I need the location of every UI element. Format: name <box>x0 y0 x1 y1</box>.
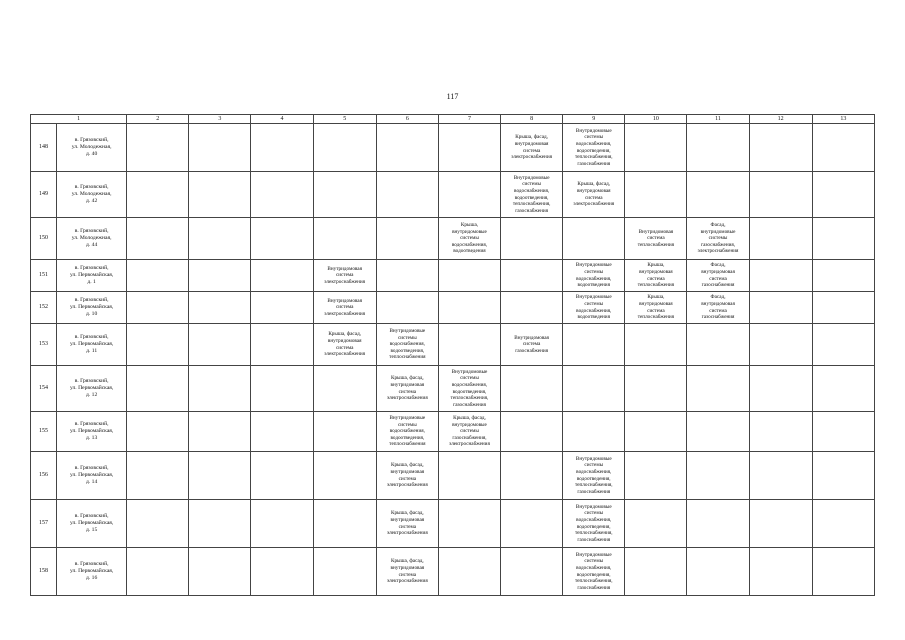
work-cell-col-4 <box>251 124 313 172</box>
column-header-1: 1 <box>31 115 127 124</box>
work-cell-col-6: Внутридомовые системы водоснабжения, водоотведения, теплоснабжения <box>376 412 438 452</box>
work-cell-col-7 <box>438 548 500 596</box>
work-cell-col-6 <box>376 292 438 324</box>
work-cell-col-12 <box>749 366 812 412</box>
work-cell-col-10 <box>625 548 687 596</box>
work-cell-col-2 <box>127 412 189 452</box>
work-cell-col-11 <box>687 412 749 452</box>
column-header-9: 9 <box>563 115 625 124</box>
column-header-8: 8 <box>501 115 563 124</box>
address-cell: в. Грязовский, ул. Первомайская, д. 11 <box>57 324 127 366</box>
work-cell-col-7 <box>438 500 500 548</box>
work-cell-col-2 <box>127 366 189 412</box>
work-cell-col-13 <box>812 366 874 412</box>
address-cell: в. Грязовский, ул. Молодежная, д. 42 <box>57 172 127 218</box>
row-number: 153 <box>31 324 57 366</box>
work-cell-col-5: Внутридомовая система электроснабжения <box>313 292 376 324</box>
work-cell-col-7 <box>438 452 500 500</box>
work-cell-col-10: Крыша, внутридомовая система теплоснабжения <box>625 292 687 324</box>
work-cell-col-4 <box>251 218 313 260</box>
work-cell-col-9 <box>563 324 625 366</box>
work-cell-col-3 <box>189 412 251 452</box>
work-cell-col-8 <box>501 500 563 548</box>
row-number: 154 <box>31 366 57 412</box>
table-row <box>31 124 875 172</box>
work-cell-col-8 <box>501 452 563 500</box>
work-cell-col-11 <box>687 172 749 218</box>
work-cell-col-3 <box>189 500 251 548</box>
work-cell-col-3 <box>189 124 251 172</box>
table-row <box>31 260 875 292</box>
address-cell: в. Грязовский, ул. Молодежная, д. 44 <box>57 218 127 260</box>
work-cell-col-12 <box>749 124 812 172</box>
work-cell-col-6: Крыша, фасад, внутридомовая система электроснабжения <box>376 366 438 412</box>
work-cell-col-6: Крыша, фасад, внутридомовая система электроснабжения <box>376 548 438 596</box>
work-cell-col-5 <box>313 366 376 412</box>
work-cell-col-3 <box>189 548 251 596</box>
column-header-13: 13 <box>812 115 874 124</box>
work-cell-col-10: Крыша, внутридомовая система теплоснабжения <box>625 260 687 292</box>
work-cell-col-2 <box>127 260 189 292</box>
header-row <box>31 115 875 124</box>
work-cell-col-13 <box>812 500 874 548</box>
work-cell-col-8: Внутридомовые системы водоснабжения, водоотведения, теплоснабжения, газоснабжения <box>501 172 563 218</box>
column-header-6: 6 <box>376 115 438 124</box>
work-cell-col-9: Внутридомовые системы водоснабжения, водоотведения, теплоснабжения, газоснабжения <box>563 452 625 500</box>
work-cell-col-4 <box>251 548 313 596</box>
work-cell-col-3 <box>189 292 251 324</box>
work-cell-col-13 <box>812 324 874 366</box>
work-cell-col-13 <box>812 292 874 324</box>
work-cell-col-6 <box>376 172 438 218</box>
work-cell-col-2 <box>127 292 189 324</box>
work-cell-col-9: Внутридомовые системы водоснабжения, водоотведения <box>563 260 625 292</box>
work-cell-col-8 <box>501 292 563 324</box>
work-cell-col-10 <box>625 452 687 500</box>
work-cell-col-11 <box>687 548 749 596</box>
address-cell: в. Грязовский, ул. Молодежная, д. 40 <box>57 124 127 172</box>
column-header-10: 10 <box>625 115 687 124</box>
row-number: 149 <box>31 172 57 218</box>
work-cell-col-3 <box>189 366 251 412</box>
work-cell-col-6: Внутридомовые системы водоснабжения, водоотведения, теплоснабжения <box>376 324 438 366</box>
work-cell-col-4 <box>251 500 313 548</box>
address-cell: в. Грязовский, ул. Первомайская, д. 15 <box>57 500 127 548</box>
work-cell-col-4 <box>251 292 313 324</box>
work-cell-col-2 <box>127 124 189 172</box>
work-cell-col-12 <box>749 452 812 500</box>
work-cell-col-10 <box>625 124 687 172</box>
work-cell-col-7: Крыша, внутридомовые системы водоснабжения, водоотведения <box>438 218 500 260</box>
work-cell-col-10 <box>625 366 687 412</box>
work-cell-col-6: Крыша, фасад, внутридомовая система электроснабжения <box>376 500 438 548</box>
column-header-12: 12 <box>749 115 812 124</box>
work-cell-col-3 <box>189 260 251 292</box>
work-cell-col-5: Крыша, фасад, внутридомовая система электроснабжения <box>313 324 376 366</box>
work-cell-col-7 <box>438 292 500 324</box>
table-row <box>31 412 875 452</box>
work-cell-col-13 <box>812 412 874 452</box>
work-cell-col-13 <box>812 172 874 218</box>
work-cell-col-4 <box>251 324 313 366</box>
work-cell-col-9 <box>563 366 625 412</box>
work-cell-col-8 <box>501 412 563 452</box>
work-cell-col-9: Внутридомовые системы водоснабжения, водоотведения <box>563 292 625 324</box>
work-cell-col-9 <box>563 412 625 452</box>
work-cell-col-7 <box>438 172 500 218</box>
work-cell-col-12 <box>749 548 812 596</box>
column-header-5: 5 <box>313 115 376 124</box>
work-cell-col-13 <box>812 548 874 596</box>
work-cell-col-2 <box>127 500 189 548</box>
work-cell-col-13 <box>812 452 874 500</box>
work-cell-col-12 <box>749 218 812 260</box>
work-cell-col-6: Крыша, фасад, внутридомовая система электроснабжения <box>376 452 438 500</box>
work-cell-col-11 <box>687 500 749 548</box>
table-row <box>31 500 875 548</box>
page-number: 117 <box>446 92 459 101</box>
work-cell-col-3 <box>189 172 251 218</box>
work-cell-col-8 <box>501 260 563 292</box>
table-row <box>31 292 875 324</box>
work-cell-col-11 <box>687 324 749 366</box>
work-cell-col-12 <box>749 260 812 292</box>
row-number: 148 <box>31 124 57 172</box>
work-cell-col-13 <box>812 124 874 172</box>
table-row <box>31 452 875 500</box>
work-cell-col-11: Фасад, внутридомовая система газоснабжения <box>687 292 749 324</box>
work-cell-col-7: Внутридомовые системы водоснабжения, водоотведения, теплоснабжения, газоснабжения <box>438 366 500 412</box>
work-cell-col-9: Внутридомовые системы водоснабжения, водоотведения, теплоснабжения, газоснабжения <box>563 124 625 172</box>
work-cell-col-13 <box>812 218 874 260</box>
work-cell-col-12 <box>749 500 812 548</box>
work-cell-col-4 <box>251 452 313 500</box>
row-number: 155 <box>31 412 57 452</box>
work-cell-col-10 <box>625 324 687 366</box>
table-body <box>31 124 875 596</box>
work-cell-col-5 <box>313 172 376 218</box>
work-cell-col-3 <box>189 324 251 366</box>
work-cell-col-9 <box>563 218 625 260</box>
work-cell-col-10: Внутридомовая система теплоснабжения <box>625 218 687 260</box>
work-cell-col-12 <box>749 324 812 366</box>
work-cell-col-10 <box>625 412 687 452</box>
work-cell-col-9: Крыша, фасад, внутридомовая система электроснабжения <box>563 172 625 218</box>
work-cell-col-8: Внутридомовая система газоснабжения <box>501 324 563 366</box>
work-cell-col-11 <box>687 366 749 412</box>
address-cell: в. Грязовский, ул. Первомайская, д. 12 <box>57 366 127 412</box>
work-cell-col-10 <box>625 500 687 548</box>
work-cell-col-5 <box>313 124 376 172</box>
work-cell-col-7 <box>438 324 500 366</box>
address-cell: в. Грязовский, ул. Первомайская, д. 1 <box>57 260 127 292</box>
address-cell: в. Грязовский, ул. Первомайская, д. 14 <box>57 452 127 500</box>
work-cell-col-11: Фасад, внутридомовая система газоснабжения <box>687 260 749 292</box>
work-cell-col-9: Внутридомовые системы водоснабжения, водоотведения, теплоснабжения, газоснабжения <box>563 500 625 548</box>
table-row <box>31 548 875 596</box>
table-row <box>31 366 875 412</box>
column-header-4: 4 <box>251 115 313 124</box>
work-cell-col-6 <box>376 260 438 292</box>
work-cell-col-5 <box>313 548 376 596</box>
work-cell-col-9: Внутридомовые системы водоснабжения, водоотведения, теплоснабжения, газоснабжения <box>563 548 625 596</box>
work-cell-col-13 <box>812 260 874 292</box>
work-cell-col-2 <box>127 324 189 366</box>
work-cell-col-11 <box>687 124 749 172</box>
work-cell-col-2 <box>127 548 189 596</box>
column-header-2: 2 <box>127 115 189 124</box>
address-cell: в. Грязовский, ул. Первомайская, д. 13 <box>57 412 127 452</box>
table-row <box>31 218 875 260</box>
work-cell-col-8: Крыша, фасад, внутридомовая система электроснабжения <box>501 124 563 172</box>
address-cell: в. Грязовский, ул. Первомайская, д. 10 <box>57 292 127 324</box>
work-cell-col-2 <box>127 218 189 260</box>
work-cell-col-4 <box>251 412 313 452</box>
work-cell-col-7: Крыша, фасад, внутридомовые системы газоснабжения, электроснабжения <box>438 412 500 452</box>
work-cell-col-5 <box>313 218 376 260</box>
row-number: 156 <box>31 452 57 500</box>
row-number: 152 <box>31 292 57 324</box>
table-row <box>31 324 875 366</box>
work-cell-col-2 <box>127 172 189 218</box>
work-cell-col-12 <box>749 412 812 452</box>
work-cell-col-8 <box>501 548 563 596</box>
work-cell-col-7 <box>438 260 500 292</box>
column-header-3: 3 <box>189 115 251 124</box>
work-cell-col-8 <box>501 366 563 412</box>
work-cell-col-4 <box>251 260 313 292</box>
work-cell-col-12 <box>749 292 812 324</box>
work-cell-col-12 <box>749 172 812 218</box>
work-cell-col-4 <box>251 366 313 412</box>
work-cell-col-5 <box>313 500 376 548</box>
work-cell-col-5 <box>313 412 376 452</box>
work-cell-col-3 <box>189 452 251 500</box>
table-row <box>31 172 875 218</box>
row-number: 158 <box>31 548 57 596</box>
row-number: 150 <box>31 218 57 260</box>
work-cell-col-11: Фасад, внутридомовые системы газоснабжения, электроснабжения <box>687 218 749 260</box>
work-cell-col-11 <box>687 452 749 500</box>
repair-schedule-table <box>30 114 875 596</box>
work-cell-col-7 <box>438 124 500 172</box>
work-cell-col-5: Внутридомовая система электроснабжения <box>313 260 376 292</box>
column-header-7: 7 <box>438 115 500 124</box>
column-header-11: 11 <box>687 115 749 124</box>
work-cell-col-6 <box>376 124 438 172</box>
address-cell: в. Грязовский, ул. Первомайская, д. 16 <box>57 548 127 596</box>
work-cell-col-4 <box>251 172 313 218</box>
work-cell-col-10 <box>625 172 687 218</box>
row-number: 157 <box>31 500 57 548</box>
work-cell-col-2 <box>127 452 189 500</box>
work-cell-col-6 <box>376 218 438 260</box>
work-cell-col-5 <box>313 452 376 500</box>
work-cell-col-3 <box>189 218 251 260</box>
work-cell-col-8 <box>501 218 563 260</box>
row-number: 151 <box>31 260 57 292</box>
